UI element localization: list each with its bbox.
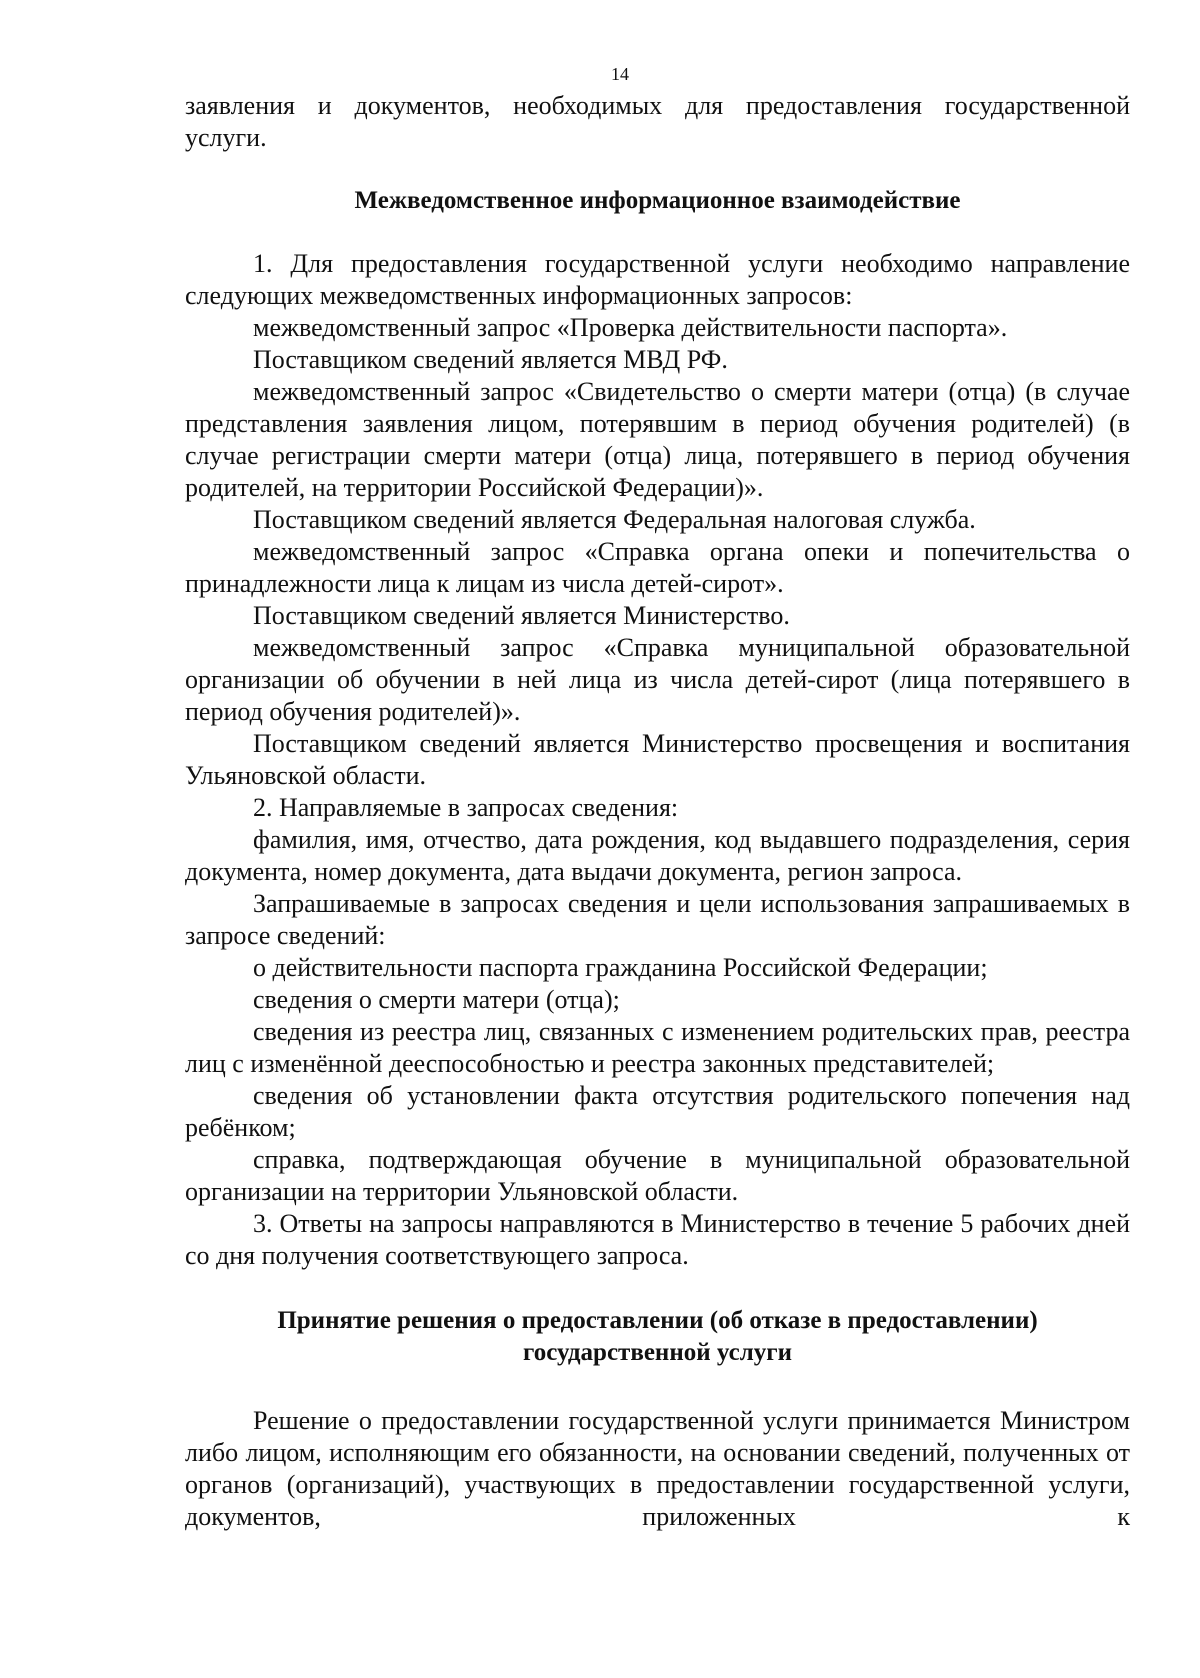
section-heading-interagency: Межведомственное информационное взаимодействие bbox=[354, 187, 961, 214]
paragraph: о действительности паспорта гражданина Российской Федерации; bbox=[253, 953, 988, 982]
paragraph: сведения об установлении факта отсутствия родительского попечения над ребёнком; bbox=[185, 1081, 1130, 1142]
paragraph: межведомственный запрос «Проверка действительности паспорта». bbox=[253, 313, 1008, 342]
paragraph: Поставщиком сведений является Федеральная налоговая служба. bbox=[253, 505, 976, 534]
continuation-line-1: заявления и документов, необходимых для предоставления государственной bbox=[185, 91, 1130, 120]
section-heading-decision bbox=[185, 1305, 1130, 1369]
paragraph: Решение о предоставлении государственной услуги принимается Министром либо лицом, исполняющим его обязанности, на основании сведений, полученных от органов (организаций), участвующих в предоставлении государственной услуги, документов, приложенных к bbox=[185, 1406, 1130, 1531]
paragraph: межведомственный запрос «Свидетельство о смерти матери (отца) (в случае представления заявления лицом, потерявшим в период обучения родителей) (в случае регистрации смерти матери (отца) лица, потерявшего в период обучения родителей, на территории Российской Федерации)». bbox=[185, 377, 1130, 502]
paragraph: Поставщиком сведений является Министерство. bbox=[253, 601, 790, 630]
document-body bbox=[185, 90, 1130, 1533]
paragraph: справка, подтверждающая обучение в муниципальной образовательной организации на территории Ульяновской области. bbox=[185, 1145, 1130, 1206]
paragraph: межведомственный запрос «Справка органа опеки и попечительства о принадлежности лица к лицам из числа детей-сирот». bbox=[185, 537, 1130, 598]
section-heading-decision-line-1: Принятие решения о предоставлении (об отказе в предоставлении) bbox=[277, 1307, 1038, 1334]
paragraph: сведения о смерти матери (отца); bbox=[253, 985, 620, 1014]
paragraph: Запрашиваемые в запросах сведения и цели использования запрашиваемых в запросе сведений: bbox=[185, 889, 1130, 950]
paragraph: Поставщиком сведений является Министерство просвещения и воспитания Ульяновской области. bbox=[185, 729, 1130, 790]
page-number: 14 bbox=[611, 64, 629, 84]
paragraph: 3. Ответы на запросы направляются в Министерство в течение 5 рабочих дней со дня получения соответствующего запроса. bbox=[185, 1209, 1130, 1270]
continuation-line-2: услуги. bbox=[185, 123, 267, 152]
paragraph: Поставщиком сведений является МВД РФ. bbox=[253, 345, 728, 374]
paragraph: 1. Для предоставления государственной услуги необходимо направление следующих межведомственных информационных запросов: bbox=[185, 249, 1130, 310]
paragraph: сведения из реестра лиц, связанных с изменением родительских прав, реестра лиц с изменённой дееспособностью и реестра законных представителей; bbox=[185, 1017, 1130, 1078]
paragraph: 2. Направляемые в запросах сведения: bbox=[253, 793, 679, 822]
paragraph: фамилия, имя, отчество, дата рождения, код выдавшего подразделения, серия документа, номер документа, дата выдачи документа, регион запроса. bbox=[185, 825, 1130, 886]
paragraph: межведомственный запрос «Справка муниципальной образовательной организации об обучении в ней лица из числа детей-сирот (лица потерявшего в период обучения родителей)». bbox=[185, 633, 1130, 726]
section-heading-decision-line-2: государственной услуги bbox=[522, 1339, 793, 1366]
